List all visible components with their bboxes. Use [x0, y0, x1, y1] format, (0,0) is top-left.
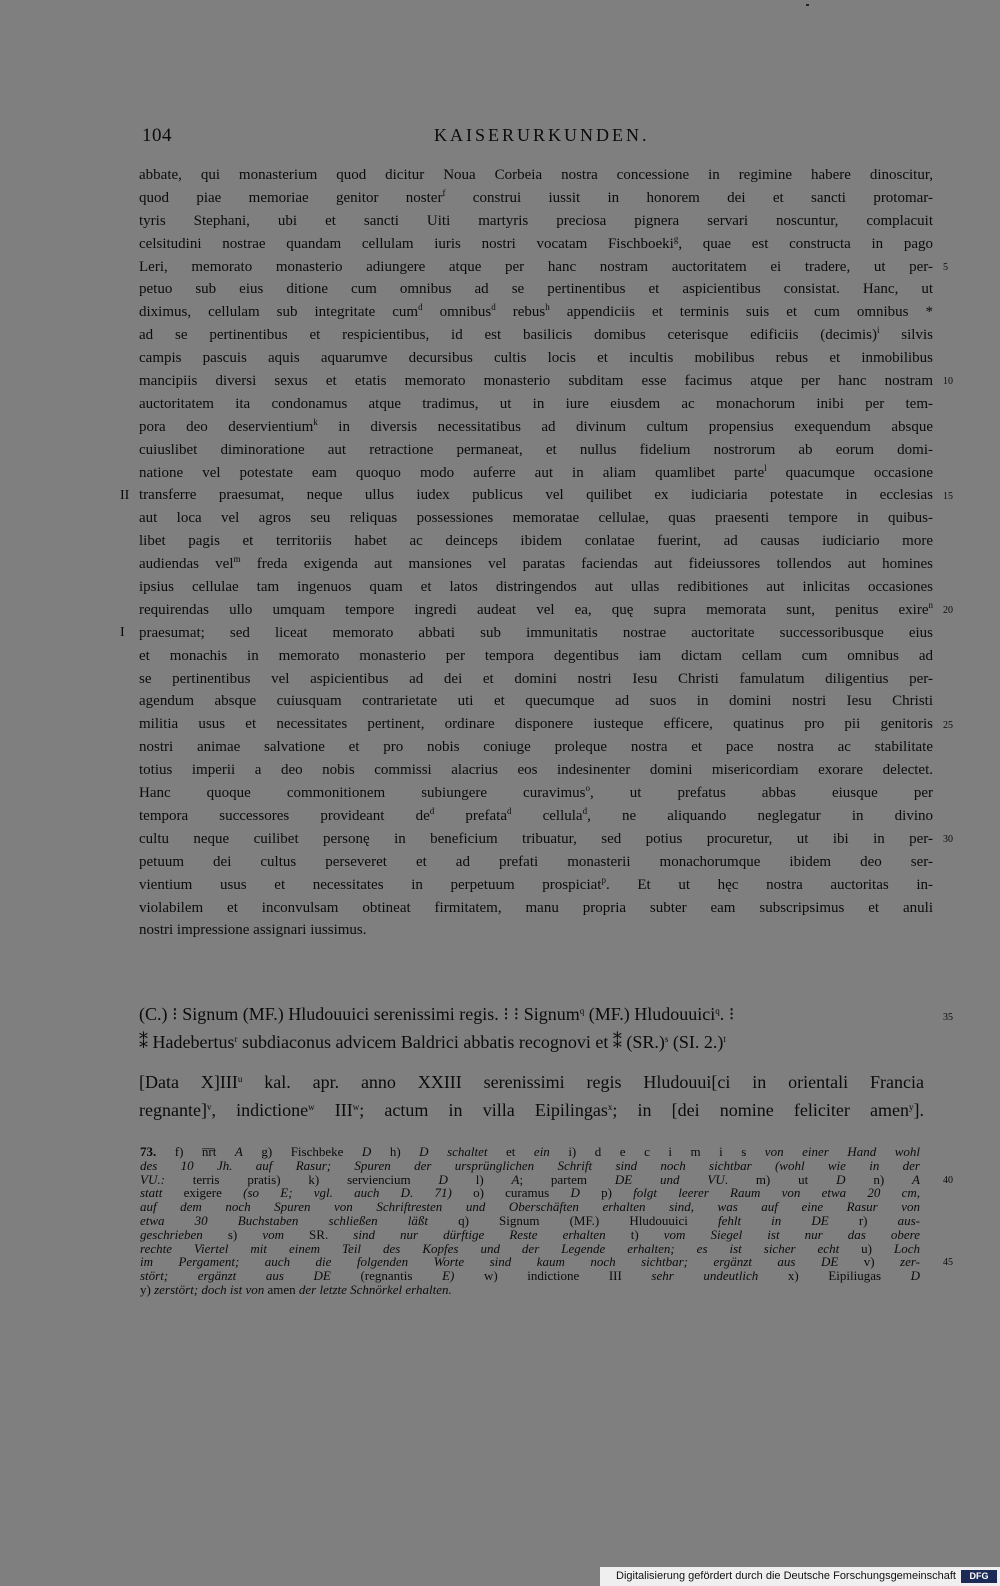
- footnote-line: im Pergament; auch die folgenden Worte sind kaum noch sichtbar; ergänzt aus DE v) zer-: [140, 1254, 920, 1270]
- line-number: 15: [943, 490, 953, 502]
- line-number: 45: [943, 1257, 953, 1269]
- text-line: diximus, cellulam sub integritate cum$^d$ omnibus$^d$ rebus$^h$ appendiciis et terminis suis et cum omnibus *: [139, 302, 933, 321]
- line-number: 40: [943, 1174, 953, 1186]
- text-line: se pertinentibus vel aspicientibus ad dei et domini nostri Iesu Christi famulatum diligentius per-: [139, 670, 933, 687]
- margin-mark: II: [120, 487, 130, 503]
- text-line: vientium usus et necessitates in perpetuum prospiciat$^p$. Et ut hęc nostra auctoritas in-: [139, 874, 933, 893]
- footnote-line: geschrieben s) vom SR. sind nur dürftige Reste erhalten t) vom Siegel ist nur das obere: [140, 1226, 920, 1242]
- signature-line: (C.) ⁝ Signum (MF.) Hludouuici serenissimi regis. ⁝ ⁝ Signum$^q$ (MF.) Hludouuici$^q$. ⁝: [139, 1004, 735, 1024]
- text-line: militia usus et necessitates pertinent, ordinare disponere iusteque efficere, quatinus pro pii genitoris: [139, 716, 933, 733]
- footer-banner: [600, 1567, 1000, 1586]
- line-number: 5: [943, 261, 948, 273]
- line-number: 10: [943, 376, 953, 388]
- text-line: et monachis in memorato monasterio per tempora degentibus iam dictam cellam cum omnibus ad: [139, 647, 933, 664]
- text-line: nostri impressione assignari iussimus.: [139, 922, 367, 939]
- text-line: quod piae memoriae genitor noster$^f$ construi iussit in honorem dei et sancti protomar-: [139, 187, 933, 206]
- text-line: audiendas vel$^m$ freda exigenda aut mansiones vel paratas faciendas aut fideiussores tollendos aut homines: [139, 554, 933, 573]
- dating-line: [Data X]III$^u$ kal. apr. anno XXIII serenissimi regis Hludouui[ci in orientali Francia: [139, 1072, 924, 1092]
- footnote-line: des 10 Jh. auf Rasur; Spuren der ursprünglichen Schrift sind noch sichtbar (wohl wie in der: [140, 1157, 920, 1173]
- footnote-line: 73. f) n̅r̅t A g) Fischbeke D h) D schaltet et ein i) d e c i m i s von einer Hand wohl: [140, 1144, 920, 1159]
- text-line: auctoritatem ita condonamus atque tradimus, ut in iure eiusdem ac monachorum inibi per tem-: [139, 395, 933, 412]
- text-line: Hanc quoque commonitionem subiungere curavimus$^o$, ut prefatus abbas eiusque per: [139, 783, 933, 802]
- text-line: agendum absque cuiusquam contrarietate uti et quecumque ad suos in domini nostri Iesu Christi: [139, 693, 933, 710]
- text-line: petuum dei cultus perseveret et ad prefati monasterii monachorumque ibidem deo ser-: [139, 853, 933, 870]
- text-line: natione vel potestate eam quoquo modo auferre aut in aliam quamlibet parte$^l$ quacumque occasione: [139, 462, 933, 481]
- text-line: praesumat; sed liceat memorato abbati sub immunitatis nostrae auctoritate successoribusque eius: [139, 624, 933, 641]
- text-line: ad se pertinentibus et respicientibus, id est basilicis domibus ceterisque edificiis (decimis)$^i$ silvis: [139, 325, 933, 344]
- footnote-line: VU.: terris pratis) k) serviencium D l) A; partem DE und VU. m) ut D n) A: [140, 1171, 920, 1187]
- text-line: campis pascuis aquis aquarumve decursibus cultis locis et incultis mobilibus rebus et inmobilibus: [139, 350, 933, 367]
- footnote-line: etwa 30 Buchstaben schließen läßt q) Signum (MF.) Hludouuici fehlt in DE r) aus-: [140, 1212, 920, 1228]
- text-line: celsitudini nostrae quandam cellulam iuris nostri vocatam Fischboeki$^g$, quae est constructa in pago: [139, 233, 934, 252]
- line-number: 20: [943, 605, 953, 617]
- signature-line: ⁑ Hadebertus$^r$ subdiaconus advicem Baldrici abbatis recognovi et ⁑ $(SR.)^s$ (SI. 2.)$^t$: [139, 1032, 726, 1052]
- text-line: mancipiis diversi sexus et etatis memorato monasterio subditam esse facimus atque per hanc nostram: [139, 373, 933, 390]
- dating-line: regnante]$^v$, indictione$^w$ III$^w$; actum in villa Eipilingas$^x$; in [dei nomine feliciter amen$^y$].: [139, 1100, 925, 1120]
- text-line: abbate, qui monasterium quod dicitur Noua Corbeia nostra concessione in regimine habere dinoscitur,: [139, 167, 933, 183]
- text-line: totius imperii a deo nobis commissi alacrius eos indesinenter domini misericordiam exorare delectet.: [139, 762, 933, 779]
- footnote-line: auf dem noch Spuren von Schriftresten und Oberschäften erhalten sind, was auf eine Rasur von: [140, 1199, 920, 1215]
- text-line: transferre praesumat, neque ullus iudex publicus vel quilibet ex iudiciaria potestate in ecclesias: [139, 487, 933, 504]
- dating-clause: [139, 1068, 924, 1124]
- dfg-logo: DFG: [961, 1570, 997, 1583]
- signature-block: [139, 1000, 929, 1056]
- text-line: tyris Stephani, ubi et sancti Uiti martyris preciosa pignera servari noscuntur, complacuit: [139, 212, 933, 229]
- text-line: petuo sub eius ditione cum omnibus ad se pertinentibus et aspicientibus consistat. Hanc, ut: [139, 281, 933, 298]
- line-number: 35: [943, 1012, 953, 1023]
- footnote-line: stört; ergänzt aus DE (regnantis E) w) indictione III sehr undeutlich x) Eipiliugas D: [140, 1268, 921, 1284]
- page-number: 104: [142, 125, 172, 146]
- line-number: 25: [943, 719, 953, 731]
- footnote-line: y) zerstört; doch ist von amen der letzte Schnörkel erhalten.: [140, 1281, 452, 1297]
- text-line: requirendas ullo umquam tempore ingredi audeat vel ea, quę supra memorata sunt, penitus exire$^n$: [139, 599, 933, 618]
- text-line: libet pagis et territoriis habet ac deinceps ibidem conlatae fuerint, ad causas iudiciario more: [139, 533, 933, 550]
- text-line: cultu neque cuilibet personę in beneficium tribuatur, sed potius procuretur, ut ibi in per-: [139, 830, 933, 847]
- text-line: pora deo deservientium$^k$ in diversis necessitatibus ad divinum cultum propensius exequendum absque: [139, 416, 933, 435]
- text-line: violabilem et inconvulsam obtineat firmitatem, manu propria subter eam subscripsimus et anuli: [139, 899, 933, 916]
- scan-speck: [806, 4, 809, 6]
- text-line: cuiuslibet diminoratione aut retractione permaneat, et nullus fidelium nostrorum ab eorum domi-: [139, 441, 933, 458]
- text-line: aut loca vel agros seu reliquas possessiones memoratae cellulae, quas praesenti tempore in quibus-: [139, 510, 933, 527]
- footnotes: [140, 1145, 920, 1297]
- text-line: Leri, memorato monasterio adiungere atque per hanc nostram auctoritatem ei tradere, ut per-: [139, 258, 933, 275]
- footnote-line: rechte Viertel mit einem Teil des Kopfes und der Legende erhalten; es ist sicher echt u) Loch: [140, 1240, 920, 1256]
- text-line: ipsius cellulae tam ingenuos quam et latos distringendos aut ullas redibitiones aut inlicitas occasiones: [139, 579, 933, 596]
- running-head: KAISERURKUNDEN.: [434, 125, 650, 145]
- footer-text: Digitalisierung gefördert durch die Deutsche Forschungsgemeinschaft: [616, 1570, 956, 1582]
- footnote-line: statt exigere (so E; vgl. auch D. 71) o) curamus D p) folgt leerer Raum von etwa 20 cm,: [140, 1185, 921, 1201]
- line-number: 30: [943, 834, 953, 846]
- text-line: nostri animae salvatione et pro nobis coniuge proleque nostra et pace nostra ac stabilitate: [139, 739, 933, 756]
- text-line: tempora successores provideant $de^d$ prefata$^d$ cellula$^d$, ne aliquando neglegatur in divino: [139, 805, 933, 824]
- charter-text: [139, 164, 933, 942]
- margin-mark: I: [120, 625, 125, 640]
